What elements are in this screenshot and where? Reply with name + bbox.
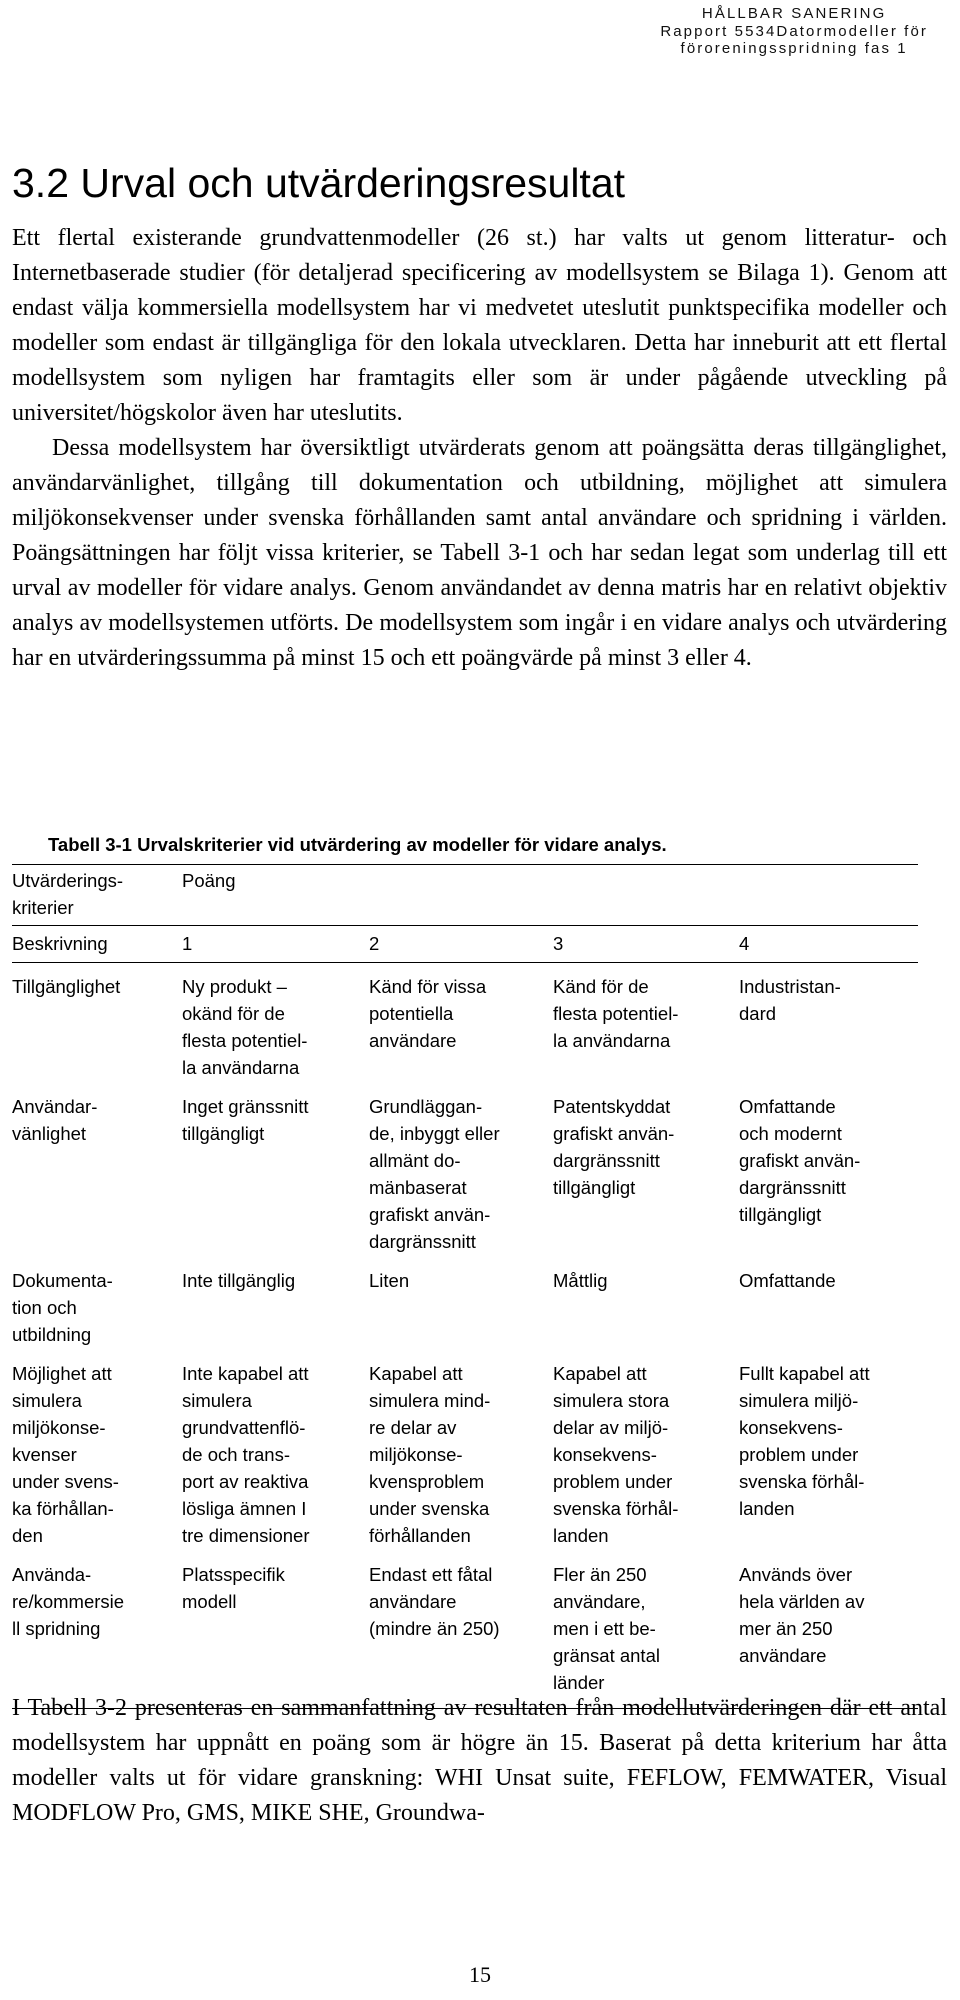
table-row: [12, 1255, 918, 1348]
table-cell: Patentskyddat grafiskt använ- dargränssnitt tillgängligt: [553, 1096, 675, 1198]
paragraph: Ett flertal existerande grundvattenmodeller (26 st.) har valts ut genom litteratur- och Internetbaserade studier (för detaljerad specificering av modellsystem se Bilaga 1). Genom att endast välja kommersiella modellsystem har vi medvetet uteslutit punktspecifika modeller och modeller som endast är tillgängliga för den lokala utvecklaren. Detta har inneburit att ett flertal modellsystem som nyligen har framtagits eller som är under pågående utveckling på universitet/högskolor även har uteslutits.: [12, 225, 947, 426]
header-criteria: Utvärderings- kriterier: [12, 870, 124, 918]
table-cell: Inte kapabel att simulera grundvattenflö- de och trans- port av reaktiva lösliga ämnen I tre dimensioner: [182, 1363, 310, 1546]
score-label: 3: [553, 933, 564, 954]
page-number: 15: [469, 1962, 491, 1987]
table-cell: Känd för vissa potentiella användare: [369, 976, 487, 1051]
table-cell: Inte tillgänglig: [182, 1270, 296, 1291]
table-cell: Kapabel att simulera stora delar av miljö- konsekvens- problem under svenska förhål- landen: [553, 1363, 679, 1546]
criterion-cell: Möjlighet att simulera miljökonse- kvenser under svens- ka förhållan- den: [12, 1363, 119, 1546]
table-cell: Ny produkt – okänd för de flesta potentiel- la användarna: [182, 976, 308, 1078]
table-cell: Endast ett fåtal användare (mindre än 250): [369, 1564, 500, 1639]
score-label: 2: [369, 933, 380, 954]
table-cell: Känd för de flesta potentiel- la användarna: [553, 976, 679, 1051]
table-caption: Tabell 3-1 Urvalskriterier vid utvärdering av modeller för vidare analys.: [48, 834, 667, 855]
table-cell: Används över hela världen av mer än 250 användare: [739, 1564, 865, 1666]
table-row: [12, 1549, 918, 1709]
table-row: [12, 963, 918, 1082]
description-label: Beskrivning: [12, 933, 108, 954]
table-cell: Måttlig: [553, 1270, 608, 1291]
table-cell: Kapabel att simulera mind- re delar av miljökonse- kvensproblem under svenska förhållanden: [369, 1363, 491, 1546]
criterion-cell: Användа- re/kommersie ll spridning: [12, 1564, 125, 1639]
table-cell: Omfattande och modernt grafiskt använ- dargränssnitt tillgängligt: [739, 1096, 861, 1225]
table-cell: Inget gränssnitt tillgängligt: [182, 1096, 309, 1144]
paragraph: Dessa modellsystem har översiktligt utvärderats genom att poängsätta deras tillgänglighet, användarvänlighet, tillgång till dokumentation och utbildning, möjlighet att simulera miljökonsekvenser under svenska förhållanden samt antal användare och spridning i världen. Poängsättningen har följt vissa kriterier, se Tabell 3-1 och har sedan legat som underlag till ett urval av modeller för vidare analys. Genom användandet av denna matris har en relativt objektiv analys av modellsystemen utförts. De modellsystem som ingår i en vidare analys och utvärdering har en utvärderingssumma på minst 15 och ett poängvärde på minst 3 eller 4.: [12, 435, 947, 671]
table-header-row: [12, 865, 918, 926]
table-cell: Industristan- dard: [739, 976, 841, 1024]
criterion-cell: Dokumenta- tion och utbildning: [12, 1270, 113, 1345]
section-title: 3.2 Urval och utvärderingsresultat: [12, 160, 626, 206]
closing-text: [12, 1691, 947, 1831]
score-label: 1: [182, 933, 193, 954]
table-cell: Fler än 250 användare, men i ett be- gränsat antal länder: [553, 1564, 660, 1693]
table-cell: Omfattande: [739, 1270, 836, 1291]
criterion-cell: Användar- vänlighet: [12, 1096, 98, 1144]
criteria-table: [12, 864, 918, 1709]
table-description-row: [12, 926, 918, 963]
table-cell: Fullt kapabel att simulera miljö- konsekvens- problem under svenska förhål- landen: [739, 1363, 870, 1519]
header-score: Poäng: [182, 870, 236, 891]
criterion-cell: Tillgänglighet: [12, 976, 121, 997]
table-row: [12, 1081, 918, 1255]
paragraph: I Tabell 3-2 presenteras en sammanfattning av resultaten från modellutvärderingen där ett antal modellsystem har uppnått en poäng som är högre än 15. Baserat på detta kriterium har åtta modeller valts ut för vidare granskning: WHI Unsat suite, FEFLOW, FEMWATER, Visual MODFLOW Pro, GMS, MIKE SHE, Groundwa-: [12, 1695, 947, 1826]
header-line-3: föroreningsspridning fas 1: [680, 40, 908, 57]
header-line-1: HÅLLBAR SANERING: [701, 5, 887, 22]
table-cell: Liten: [369, 1270, 410, 1291]
score-label: 4: [739, 933, 750, 954]
table-cell: Grundläggan- de, inbyggt eller allmänt do- mänbaserat grafiskt använ- dargränssnitt: [369, 1096, 500, 1252]
table-row: [12, 1348, 918, 1549]
running-header: [660, 5, 928, 58]
intro-text: [12, 221, 947, 676]
header-line-2: Rapport 5534Datormodeller för: [660, 22, 928, 40]
table-cell: Platsspecifik modell: [182, 1564, 285, 1612]
